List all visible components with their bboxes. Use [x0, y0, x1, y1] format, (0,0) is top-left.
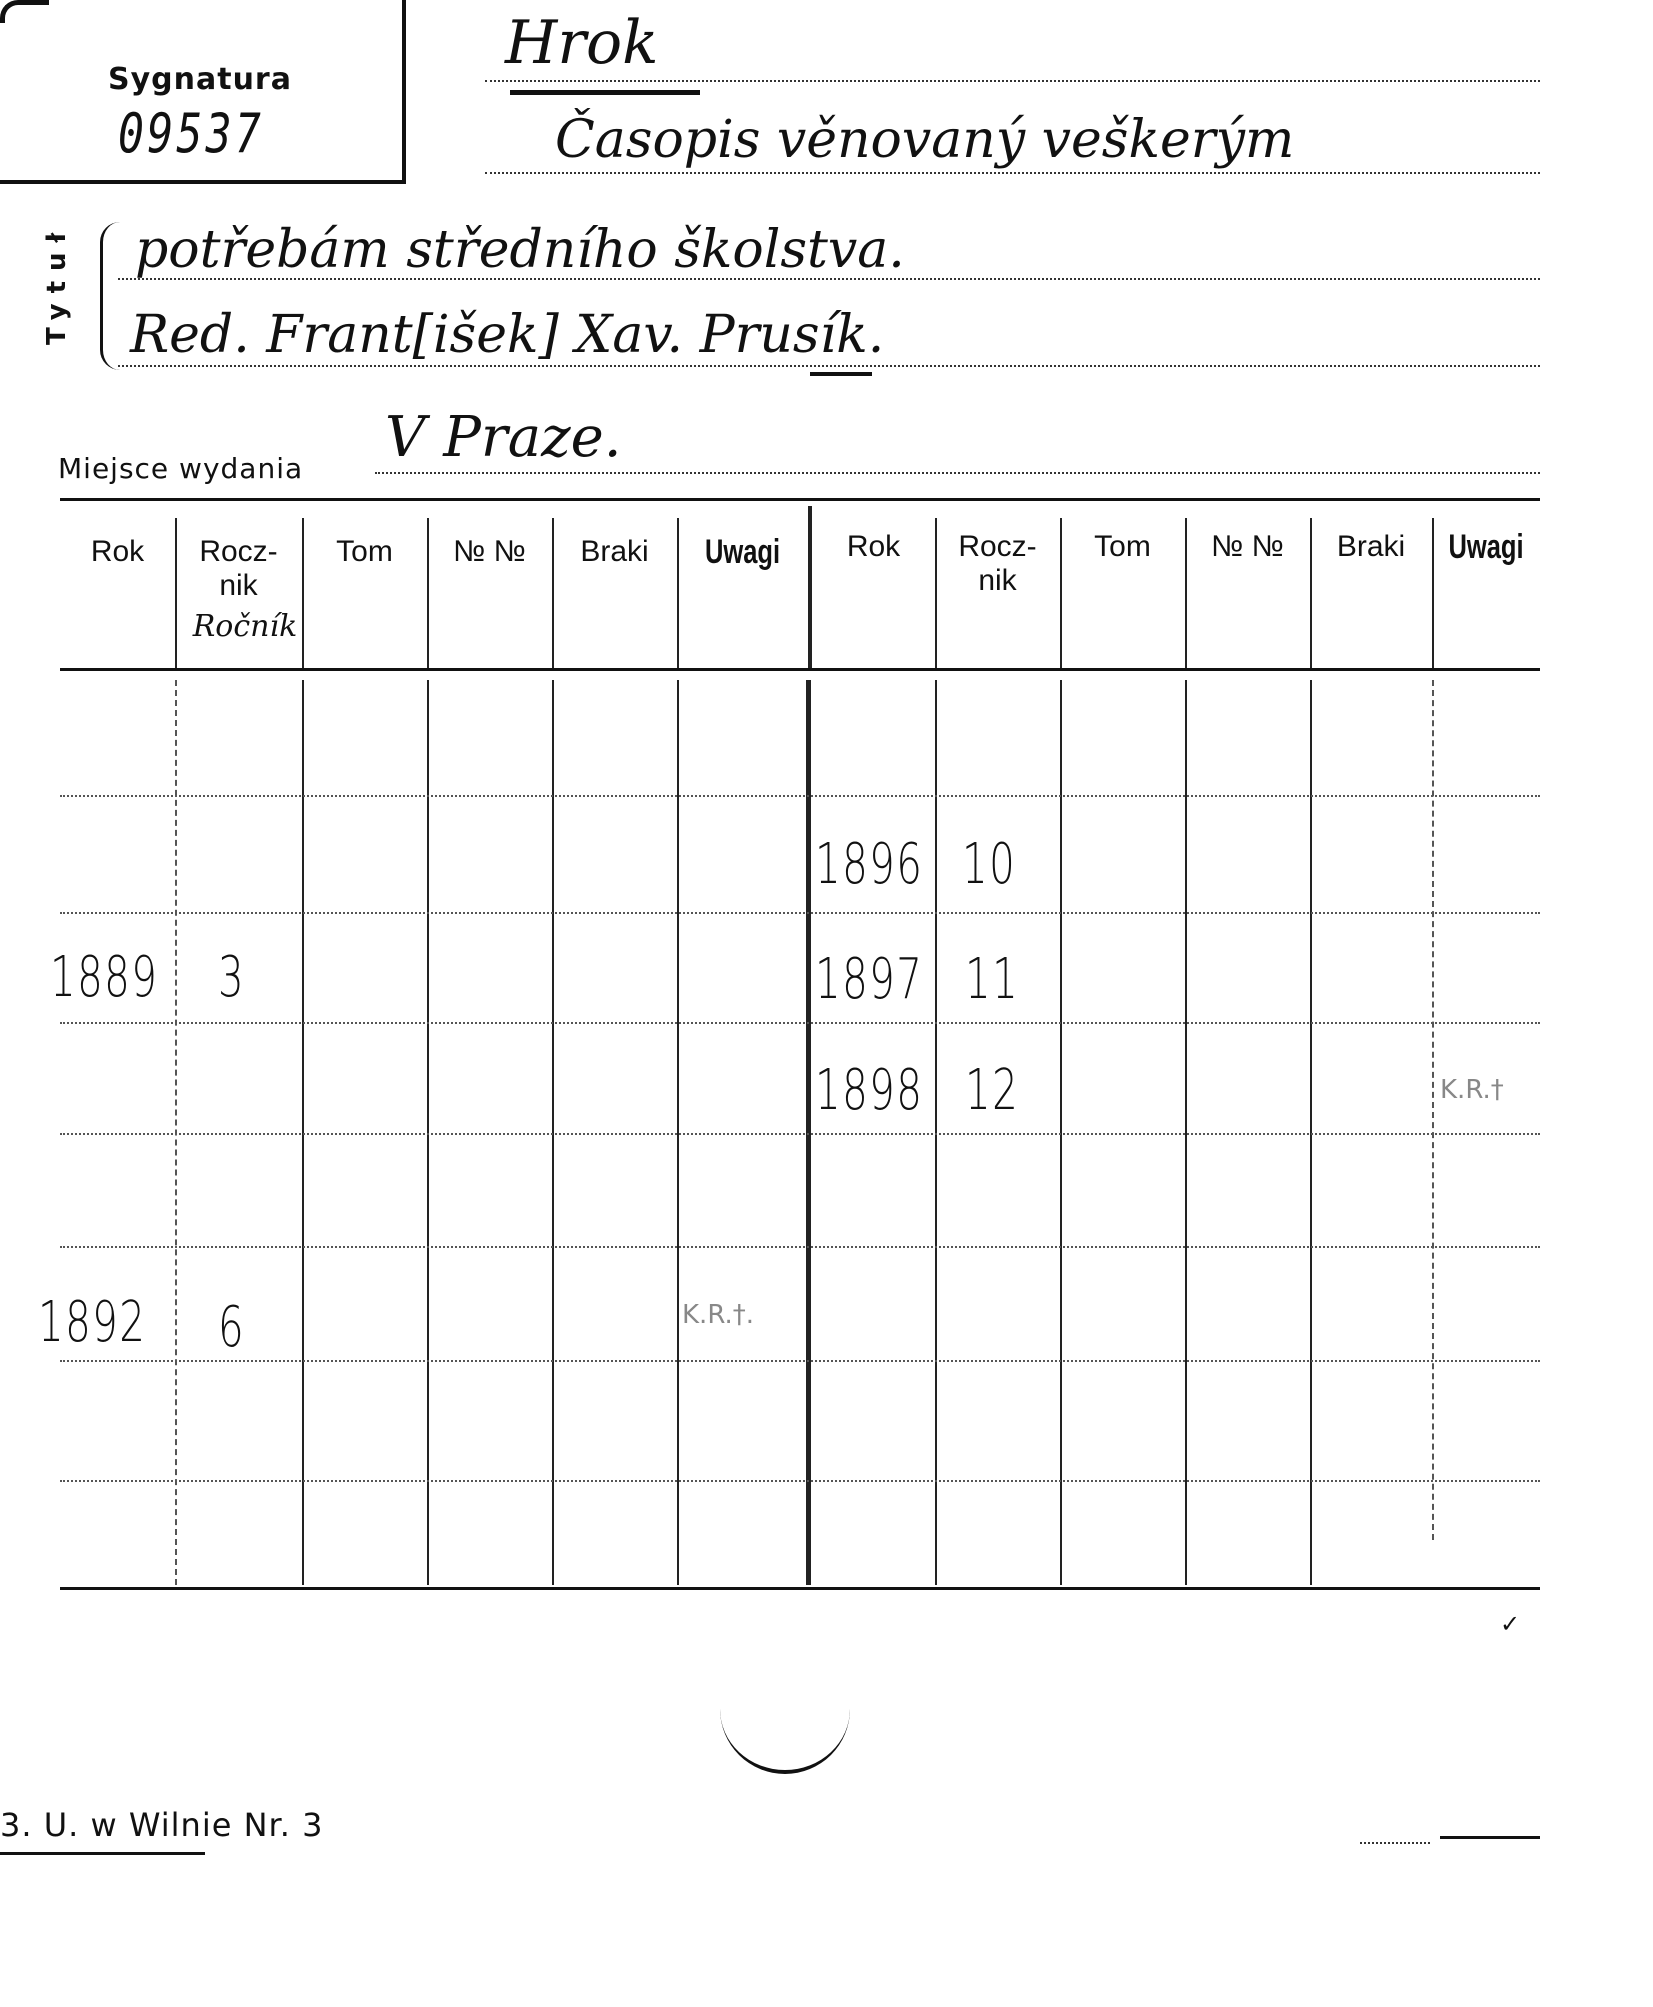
header-braki-right: Braki — [1336, 530, 1406, 563]
header-rocznik-handwritten: Ročník — [192, 609, 298, 644]
title-bracket — [100, 222, 123, 370]
header-rok-right: Rok — [846, 530, 901, 563]
header-divider — [1432, 518, 1434, 668]
signature-label: Sygnatura — [108, 62, 292, 97]
left-row-1-rok: 1889 — [50, 945, 159, 1010]
place-value: V Praze. — [385, 405, 622, 470]
bottom-arc-mark — [720, 1700, 850, 1774]
row-dotline — [60, 1360, 1540, 1362]
row-dotline — [60, 912, 1540, 914]
header-rocznik-right-2: nik — [978, 564, 1017, 597]
place-label: Miejsce wydania — [58, 452, 304, 485]
title-dotline-4 — [118, 365, 1540, 367]
header-uwagi-left: Uwagi — [704, 533, 781, 571]
left-row-1-rocznik: 3 — [218, 945, 246, 1010]
title-editor: Red. Frant[išek] Xav. Prusík. — [130, 305, 885, 365]
right-row-1-rocznik: 10 — [962, 832, 1017, 897]
place-dotline — [375, 472, 1540, 474]
signature-number: 09537 — [118, 102, 265, 165]
header-tom-right: Tom — [1094, 530, 1151, 563]
table-top-rule — [60, 498, 1540, 501]
right-row-3-rocznik: 12 — [965, 1058, 1020, 1123]
title-side-label: Tytuł — [42, 222, 72, 345]
row-dotline — [60, 1246, 1540, 1248]
title-dotline-1 — [485, 80, 1540, 82]
footer-dots — [1360, 1842, 1430, 1844]
row-dotline — [60, 1022, 1540, 1024]
corner-mark — [0, 0, 49, 23]
header-rocznik-left-2: nik — [219, 569, 258, 602]
right-row-2-rok: 1897 — [815, 947, 924, 1012]
title-line-1: Časopis věnovaný veškerým — [555, 110, 1295, 170]
header-rok-left: Rok — [90, 535, 145, 568]
right-row-1-rok: 1896 — [815, 832, 924, 897]
row-dotline — [60, 1480, 1540, 1482]
header-tom-left: Tom — [336, 535, 393, 568]
table-bottom-rule — [60, 1587, 1540, 1590]
right-row-3-uwagi: K.R.† — [1440, 1075, 1504, 1105]
header-rocznik-right-1: Rocz- — [958, 530, 1037, 563]
row-dotline — [60, 1133, 1540, 1135]
right-row-2-rocznik: 11 — [965, 947, 1020, 1012]
footer-text: 3. U. w Wilnie Nr. 3 — [0, 1806, 324, 1844]
title-dotline-2 — [485, 172, 1540, 174]
header-braki-left: Braki — [580, 535, 649, 568]
left-row-2-rocznik: 6 — [218, 1295, 246, 1360]
table-header-rule — [60, 668, 1540, 671]
title-underline — [510, 90, 700, 95]
editor-underline — [810, 372, 872, 376]
row-dotline — [60, 795, 1540, 797]
check-mark: ✓ — [1500, 1610, 1521, 1638]
header-rocznik-left-1: Rocz- — [199, 535, 278, 568]
right-row-3-rok: 1898 — [815, 1058, 924, 1123]
left-row-2-rok: 1892 — [38, 1290, 147, 1355]
title-line-2: potřebám středního školstva. — [135, 220, 905, 280]
footer-right-line — [1440, 1836, 1540, 1839]
footer-underline — [0, 1852, 205, 1855]
header-numery-right: № № — [1211, 530, 1284, 563]
left-row-2-uwagi: K.R.†. — [682, 1300, 754, 1330]
title-dotline-3 — [118, 278, 1540, 280]
header-divider — [677, 518, 679, 668]
title-main: Hrok — [505, 8, 659, 78]
body-divider — [1432, 680, 1434, 1540]
header-numery-left: № № — [453, 535, 526, 568]
header-uwagi-right: Uwagi — [1448, 528, 1524, 566]
